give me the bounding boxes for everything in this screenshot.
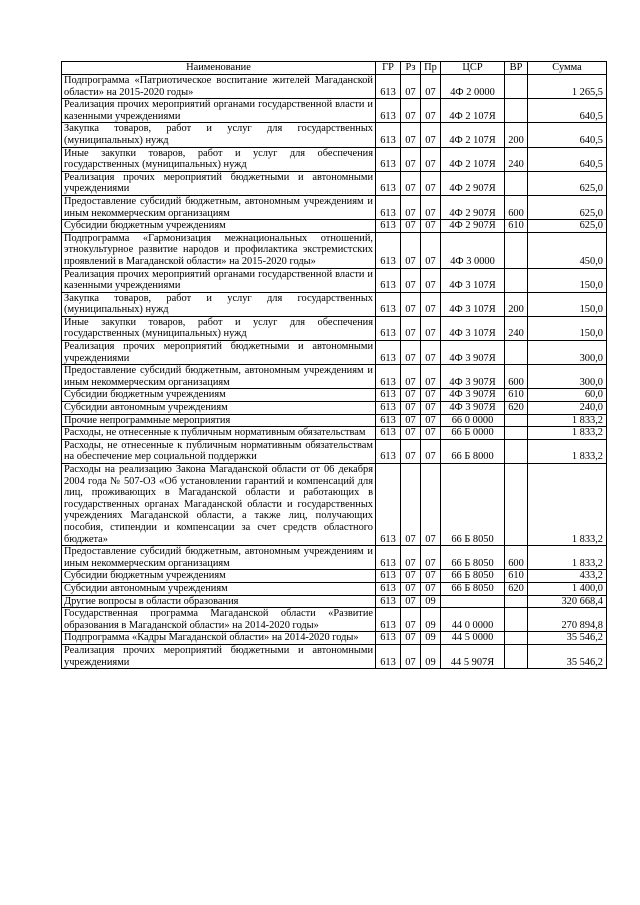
cell-name: Прочие непрограммные мероприятия	[62, 414, 376, 427]
header-rz: Рз	[401, 62, 421, 75]
cell-gr: 613	[376, 341, 401, 365]
table-row	[62, 123, 607, 147]
table-row	[62, 75, 607, 99]
cell-csr: 66 0 0000	[441, 414, 505, 427]
cell-sum: 35 546,2	[528, 644, 607, 668]
cell-csr: 4Ф 3 107Я	[441, 292, 505, 316]
cell-sum: 1 833,2	[528, 464, 607, 546]
cell-gr: 613	[376, 220, 401, 233]
cell-vr: 600	[505, 546, 528, 570]
table-row	[62, 389, 607, 402]
cell-rz: 07	[401, 644, 421, 668]
cell-gr: 613	[376, 365, 401, 389]
table-row	[62, 595, 607, 608]
cell-csr	[441, 595, 505, 608]
cell-rz: 07	[401, 439, 421, 463]
cell-pr: 07	[421, 171, 441, 195]
cell-vr: 240	[505, 147, 528, 171]
cell-rz: 07	[401, 292, 421, 316]
cell-gr: 613	[376, 292, 401, 316]
cell-pr: 07	[421, 414, 441, 427]
cell-name: Подпрограмма «Патриотическое воспитание жителей Магаданской области» на 2015-2020 годы»	[62, 75, 376, 99]
cell-gr: 613	[376, 123, 401, 147]
cell-sum: 320 668,4	[528, 595, 607, 608]
table-row	[62, 232, 607, 268]
cell-csr: 4Ф 2 107Я	[441, 99, 505, 123]
header-vr: ВР	[505, 62, 528, 75]
cell-vr: 610	[505, 389, 528, 402]
cell-gr: 613	[376, 232, 401, 268]
cell-vr	[505, 171, 528, 195]
cell-pr: 07	[421, 402, 441, 415]
cell-sum: 625,0	[528, 171, 607, 195]
cell-csr: 4Ф 3 107Я	[441, 316, 505, 340]
header-pr: Пр	[421, 62, 441, 75]
cell-rz: 07	[401, 268, 421, 292]
table-row	[62, 365, 607, 389]
cell-sum: 60,0	[528, 389, 607, 402]
cell-pr: 07	[421, 427, 441, 440]
cell-vr: 240	[505, 316, 528, 340]
cell-vr	[505, 608, 528, 632]
table-row	[62, 147, 607, 171]
table-row	[62, 292, 607, 316]
cell-sum: 640,5	[528, 147, 607, 171]
cell-rz: 07	[401, 99, 421, 123]
budget-table	[61, 61, 607, 669]
cell-pr: 07	[421, 75, 441, 99]
cell-sum: 270 894,8	[528, 608, 607, 632]
table-row	[62, 341, 607, 365]
cell-vr	[505, 414, 528, 427]
table-row	[62, 427, 607, 440]
cell-rz: 07	[401, 608, 421, 632]
cell-pr: 07	[421, 292, 441, 316]
table-row	[62, 546, 607, 570]
cell-pr: 07	[421, 546, 441, 570]
cell-pr: 07	[421, 268, 441, 292]
cell-sum: 640,5	[528, 99, 607, 123]
cell-name: Предоставление субсидий бюджетным, автономным учреждениям и иным некоммерческим организациям	[62, 365, 376, 389]
table-row	[62, 439, 607, 463]
cell-name: Государственная программа Магаданской области «Развитие образования в Магаданской области» на 2014-2020 годы»	[62, 608, 376, 632]
cell-pr: 07	[421, 389, 441, 402]
table-row	[62, 632, 607, 645]
cell-sum: 35 546,2	[528, 632, 607, 645]
cell-sum: 240,0	[528, 402, 607, 415]
table-header-row	[62, 62, 607, 75]
cell-gr: 613	[376, 195, 401, 219]
cell-vr	[505, 632, 528, 645]
cell-pr: 07	[421, 123, 441, 147]
cell-name: Реализация прочих мероприятий бюджетными и автономными учреждениями	[62, 341, 376, 365]
cell-pr: 09	[421, 608, 441, 632]
cell-rz: 07	[401, 427, 421, 440]
cell-sum: 1 265,5	[528, 75, 607, 99]
table-row	[62, 644, 607, 668]
cell-sum: 1 833,2	[528, 439, 607, 463]
cell-name: Субсидии бюджетным учреждениям	[62, 570, 376, 583]
cell-gr: 613	[376, 595, 401, 608]
table-row	[62, 171, 607, 195]
cell-gr: 613	[376, 546, 401, 570]
cell-name: Расходы, не отнесенные к публичным нормативным обязательствам на обеспечение мер социальной поддержки	[62, 439, 376, 463]
cell-sum: 1 833,2	[528, 546, 607, 570]
cell-name: Иные закупки товаров, работ и услуг для обеспечения государственных (муниципальных) нужд	[62, 147, 376, 171]
cell-sum: 300,0	[528, 365, 607, 389]
cell-csr: 4Ф 3 907Я	[441, 402, 505, 415]
cell-pr: 07	[421, 439, 441, 463]
cell-rz: 07	[401, 75, 421, 99]
cell-csr: 4Ф 3 907Я	[441, 389, 505, 402]
cell-sum: 433,2	[528, 570, 607, 583]
cell-csr: 4Ф 2 107Я	[441, 147, 505, 171]
cell-name: Расходы на реализацию Закона Магаданской области от 06 декабря 2004 года № 507-ОЗ «Об установлении гарантий и компенсаций для лиц, проживающих в Магаданской области и работающих в государственных органах Магаданской области и государственных учреждениях Магаданской области, а также лиц, получающих пособия, стипендии и компенсации за счет средств областного бюджета»	[62, 464, 376, 546]
cell-vr	[505, 341, 528, 365]
cell-csr: 4Ф 2 907Я	[441, 220, 505, 233]
cell-name: Субсидии бюджетным учреждениям	[62, 389, 376, 402]
cell-rz: 07	[401, 546, 421, 570]
cell-vr: 620	[505, 402, 528, 415]
cell-gr: 613	[376, 389, 401, 402]
cell-gr: 613	[376, 632, 401, 645]
cell-pr: 07	[421, 570, 441, 583]
cell-gr: 613	[376, 75, 401, 99]
cell-name: Реализация прочих мероприятий органами государственной власти и казенными учреждениями	[62, 99, 376, 123]
table-row	[62, 220, 607, 233]
cell-name: Предоставление субсидий бюджетным, автономным учреждениям и иным некоммерческим организациям	[62, 546, 376, 570]
cell-pr: 07	[421, 99, 441, 123]
table-body	[62, 75, 607, 669]
cell-rz: 07	[401, 402, 421, 415]
cell-rz: 07	[401, 582, 421, 595]
cell-pr: 07	[421, 365, 441, 389]
cell-gr: 613	[376, 268, 401, 292]
cell-vr: 610	[505, 220, 528, 233]
cell-sum: 625,0	[528, 220, 607, 233]
cell-gr: 613	[376, 464, 401, 546]
cell-pr: 09	[421, 632, 441, 645]
cell-gr: 613	[376, 644, 401, 668]
cell-rz: 07	[401, 365, 421, 389]
cell-pr: 07	[421, 195, 441, 219]
cell-gr: 613	[376, 99, 401, 123]
cell-csr: 44 5 907Я	[441, 644, 505, 668]
cell-rz: 07	[401, 570, 421, 583]
cell-name: Реализация прочих мероприятий органами государственной власти и казенными учреждениями	[62, 268, 376, 292]
cell-sum: 1 833,2	[528, 427, 607, 440]
table-row	[62, 464, 607, 546]
cell-vr: 610	[505, 570, 528, 583]
budget-document	[61, 61, 606, 669]
cell-csr: 66 Б 8050	[441, 546, 505, 570]
cell-name: Субсидии автономным учреждениям	[62, 402, 376, 415]
cell-pr: 07	[421, 464, 441, 546]
cell-rz: 07	[401, 232, 421, 268]
cell-gr: 613	[376, 427, 401, 440]
cell-rz: 07	[401, 341, 421, 365]
cell-gr: 613	[376, 414, 401, 427]
cell-gr: 613	[376, 570, 401, 583]
cell-vr: 200	[505, 292, 528, 316]
cell-rz: 07	[401, 147, 421, 171]
cell-vr	[505, 232, 528, 268]
cell-pr: 07	[421, 232, 441, 268]
header-gr: ГР	[376, 62, 401, 75]
cell-sum: 1 833,2	[528, 414, 607, 427]
cell-vr	[505, 464, 528, 546]
cell-gr: 613	[376, 582, 401, 595]
cell-vr: 200	[505, 123, 528, 147]
cell-rz: 07	[401, 414, 421, 427]
cell-csr: 44 0 0000	[441, 608, 505, 632]
cell-csr: 44 5 0000	[441, 632, 505, 645]
cell-name: Закупка товаров, работ и услуг для государственных (муниципальных) нужд	[62, 123, 376, 147]
cell-gr: 613	[376, 439, 401, 463]
cell-vr: 600	[505, 365, 528, 389]
cell-csr: 4Ф 2 907Я	[441, 171, 505, 195]
header-sum: Сумма	[528, 62, 607, 75]
cell-csr: 66 Б 8050	[441, 582, 505, 595]
table-row	[62, 570, 607, 583]
cell-sum: 1 400,0	[528, 582, 607, 595]
cell-csr: 66 Б 0000	[441, 427, 505, 440]
cell-vr	[505, 595, 528, 608]
cell-csr: 66 Б 8050	[441, 570, 505, 583]
cell-vr	[505, 75, 528, 99]
cell-pr: 09	[421, 595, 441, 608]
cell-sum: 300,0	[528, 341, 607, 365]
table-row	[62, 608, 607, 632]
cell-rz: 07	[401, 195, 421, 219]
cell-csr: 4Ф 3 107Я	[441, 268, 505, 292]
cell-name: Подпрограмма «Гармонизация межнациональных отношений, этнокультурное развитие народов и профилактика экстремистских проявлений в Магаданской области» на 2015-2020 годы»	[62, 232, 376, 268]
cell-name: Подпрограмма «Кадры Магаданской области» на 2014-2020 годы»	[62, 632, 376, 645]
cell-gr: 613	[376, 147, 401, 171]
cell-name: Расходы, не отнесенные к публичным нормативным обязательствам	[62, 427, 376, 440]
cell-pr: 07	[421, 582, 441, 595]
cell-gr: 613	[376, 171, 401, 195]
cell-gr: 613	[376, 402, 401, 415]
cell-pr: 07	[421, 147, 441, 171]
cell-vr	[505, 99, 528, 123]
table-row	[62, 316, 607, 340]
cell-csr: 4Ф 2 0000	[441, 75, 505, 99]
cell-name: Реализация прочих мероприятий бюджетными и автономными учреждениями	[62, 171, 376, 195]
cell-name: Субсидии автономным учреждениям	[62, 582, 376, 595]
cell-sum: 150,0	[528, 268, 607, 292]
table-row	[62, 195, 607, 219]
table-row	[62, 268, 607, 292]
cell-csr: 66 Б 8000	[441, 439, 505, 463]
cell-sum: 150,0	[528, 292, 607, 316]
cell-rz: 07	[401, 595, 421, 608]
cell-pr: 07	[421, 341, 441, 365]
cell-gr: 613	[376, 316, 401, 340]
cell-rz: 07	[401, 389, 421, 402]
cell-csr: 66 Б 8050	[441, 464, 505, 546]
cell-rz: 07	[401, 464, 421, 546]
cell-name: Закупка товаров, работ и услуг для государственных (муниципальных) нужд	[62, 292, 376, 316]
cell-sum: 640,5	[528, 123, 607, 147]
cell-vr	[505, 644, 528, 668]
table-row	[62, 582, 607, 595]
header-csr: ЦСР	[441, 62, 505, 75]
cell-rz: 07	[401, 632, 421, 645]
cell-pr: 07	[421, 316, 441, 340]
cell-csr: 4Ф 3 0000	[441, 232, 505, 268]
cell-name: Реализация прочих мероприятий бюджетными и автономными учреждениями	[62, 644, 376, 668]
table-row	[62, 99, 607, 123]
table-row	[62, 414, 607, 427]
cell-vr	[505, 439, 528, 463]
cell-sum: 450,0	[528, 232, 607, 268]
cell-gr: 613	[376, 608, 401, 632]
cell-name: Другие вопросы в области образования	[62, 595, 376, 608]
cell-sum: 150,0	[528, 316, 607, 340]
cell-csr: 4Ф 2 107Я	[441, 123, 505, 147]
cell-csr: 4Ф 3 907Я	[441, 365, 505, 389]
cell-csr: 4Ф 3 907Я	[441, 341, 505, 365]
cell-vr	[505, 268, 528, 292]
cell-rz: 07	[401, 220, 421, 233]
cell-pr: 09	[421, 644, 441, 668]
cell-name: Иные закупки товаров, работ и услуг для обеспечения государственных (муниципальных) нужд	[62, 316, 376, 340]
header-name: Наименование	[62, 62, 376, 75]
table-row	[62, 402, 607, 415]
cell-rz: 07	[401, 171, 421, 195]
cell-csr: 4Ф 2 907Я	[441, 195, 505, 219]
cell-name: Субсидии бюджетным учреждениям	[62, 220, 376, 233]
cell-vr: 620	[505, 582, 528, 595]
cell-rz: 07	[401, 316, 421, 340]
cell-sum: 625,0	[528, 195, 607, 219]
cell-name: Предоставление субсидий бюджетным, автономным учреждениям и иным некоммерческим организациям	[62, 195, 376, 219]
cell-pr: 07	[421, 220, 441, 233]
cell-vr	[505, 427, 528, 440]
cell-rz: 07	[401, 123, 421, 147]
cell-vr: 600	[505, 195, 528, 219]
